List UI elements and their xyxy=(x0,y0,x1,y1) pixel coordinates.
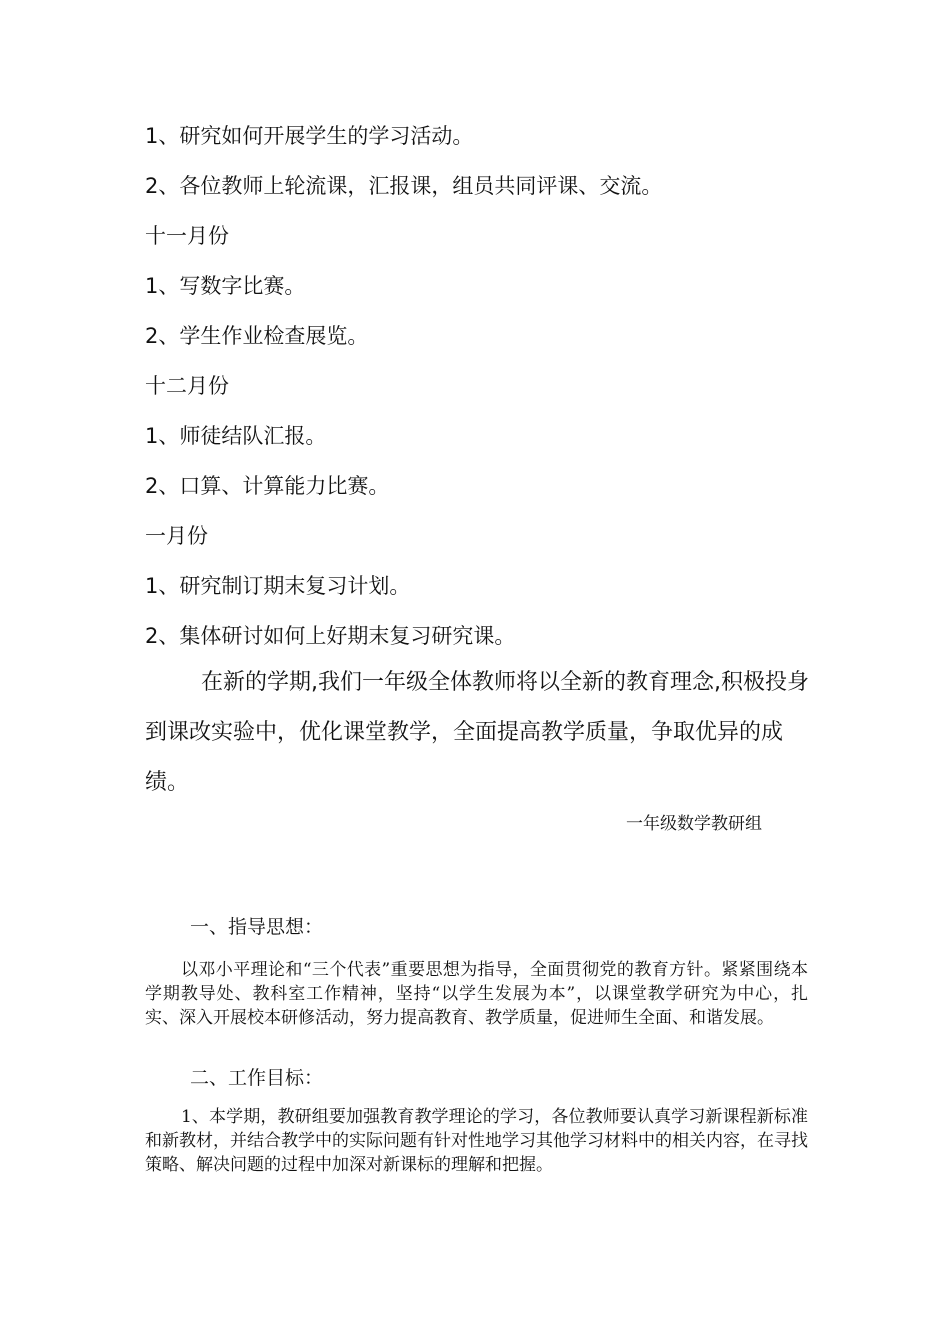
signature: 一年级数学教研组 xyxy=(626,814,762,834)
month-heading-january: 一月份 xyxy=(145,524,208,548)
schedule-line: 2、集体研讨如何上好期末复习研究课。 xyxy=(145,624,516,648)
section-heading-guiding-ideology: 一、指导思想： xyxy=(190,916,324,938)
schedule-line: 2、各位教师上轮流课，汇报课，组员共同评课、交流。 xyxy=(145,174,663,198)
closing-paragraph: 在新的学期,我们一年级全体教师将以全新的教育理念,积极投身到课改实验中，优化课堂教学，全面提高教学质量，争取优异的成绩。 xyxy=(145,670,809,795)
schedule-line: 1、研究制订期末复习计划。 xyxy=(145,574,411,598)
month-heading-december: 十二月份 xyxy=(145,374,229,398)
guiding-ideology-paragraph: 以邓小平理论和“三个代表”重要思想为指导，全面贯彻党的教育方针。紧紧围绕本学期教导处、教科室工作精神，坚持“以学生发展为本”，以课堂教学研究为中心，扎实、深入开展校本研修活动，努力提高教育、教学质量，促进师生全面、和谐发展。 xyxy=(145,960,808,1028)
section-heading-work-goals: 二、工作目标： xyxy=(190,1067,324,1089)
schedule-line: 1、写数字比赛。 xyxy=(145,274,306,298)
month-heading-november: 十一月份 xyxy=(145,224,229,248)
schedule-line: 2、学生作业检查展览。 xyxy=(145,324,369,348)
schedule-line: 1、研究如何开展学生的学习活动。 xyxy=(145,124,474,148)
schedule-line: 2、口算、计算能力比赛。 xyxy=(145,474,390,498)
schedule-line: 1、师徒结队汇报。 xyxy=(145,424,327,448)
work-goals-paragraph: 1、本学期，教研组要加强教育教学理论的学习，各位教师要认真学习新课程新标准和新教材，并结合教学中的实际问题有针对性地学习其他学习材料中的相关内容，在寻找策略、解决问题的过程中加深对新课标的理解和把握。 xyxy=(145,1107,808,1175)
